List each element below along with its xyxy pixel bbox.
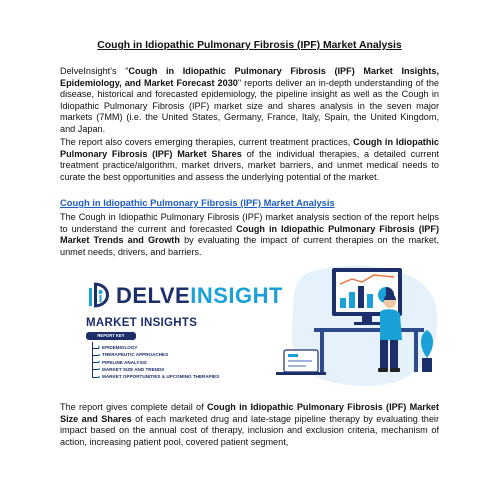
coverage-paragraph bbox=[60, 137, 439, 183]
market-size-text-lead: The report gives complete detail of bbox=[60, 402, 207, 412]
intro-text-body: " reports deliver an in-depth understanding of the disease, historical and forecasted epidemiology, the pipeline insight as well as the Cough in Idiopathic Pulmonary Fibrosis (IPF) market size and shares analysis in the seven major markets (7MM) (i.e. the United States, Germany, France, Italy, Spain, the United Kingdom, and Japan. bbox=[60, 77, 439, 134]
report-key-highlights-pill: REPORT KEY HIGHLIGHTS bbox=[86, 332, 136, 340]
market-insights-banner bbox=[60, 262, 439, 390]
market-insights-heading: MARKET INSIGHTS bbox=[86, 317, 198, 329]
market-size-text-body: of each marketed drug and late-stage pipeline therapy by evaluating their impact based on the annual cost of therapy, inclusion and exclusion criteria, mechanism of action, increasing patient pool, covered patient segment, bbox=[60, 413, 439, 447]
analysis-text-body: by evaluating the impact of current therapies on the market, unmet needs, drivers, and barriers. bbox=[60, 235, 439, 257]
analytics-illustration bbox=[270, 262, 439, 390]
logo-text-delve: DELVE bbox=[116, 283, 191, 308]
highlights-list bbox=[92, 344, 219, 380]
delveinsight-logo-icon bbox=[86, 282, 116, 310]
highlight-item: MARKET SIZE AND TRENDS bbox=[92, 366, 219, 373]
market-size-paragraph bbox=[60, 402, 439, 448]
highlight-item: THERAPEUTIC APPROACHES bbox=[92, 351, 219, 358]
logo-text-insight: INSIGHT bbox=[190, 283, 283, 308]
market-size-shares-bold: Cough in Idiopathic Pulmonary Fibrosis (IPF) Market Size and Shares bbox=[60, 402, 440, 424]
highlight-item: PIPELINE ANALYSIS bbox=[92, 359, 219, 366]
intro-paragraph bbox=[60, 66, 439, 136]
highlight-item: EPIDEMIOLOGY bbox=[92, 344, 219, 351]
intro-report-name: Cough in Idiopathic Pulmonary Fibrosis (IPF) Market Insights, Epidemiology, and Market Forecast 2030 bbox=[60, 66, 439, 88]
document-title: Cough in Idiopathic Pulmonary Fibrosis (IPF) Market Analysis bbox=[97, 40, 402, 51]
coverage-text-body: of the individual therapies, a detailed current treatment practice/algorithm, market drivers, market barriers, and unmet medical needs to curate the best opportunities and assess the underlying potential of the market. bbox=[60, 148, 439, 182]
delveinsight-logo bbox=[86, 282, 286, 310]
intro-text-lead: DelveInsight's " bbox=[60, 66, 129, 76]
coverage-text-lead: The report also covers emerging therapies, current treatment practices, bbox=[60, 137, 354, 147]
analysis-text-lead: The Cough in Idiopathic Pulmonary Fibrosis (IPF) market analysis section of the report helps to understand the current and forecasted bbox=[60, 212, 439, 234]
analysis-trends-bold: Cough in Idiopathic Pulmonary Fibrosis (IPF) Market Trends and Growth bbox=[60, 223, 439, 246]
market-analysis-link[interactable]: Cough in Idiopathic Pulmonary Fibrosis (IPF) Market Analysis bbox=[60, 197, 335, 208]
analysis-paragraph bbox=[60, 212, 439, 258]
coverage-market-shares-bold: Cough in Idiopathic Pulmonary Fibrosis (IPF) Market Shares bbox=[60, 137, 440, 159]
highlight-item: MARKET OPPORTUNITIES & UPCOMING THERAPIES bbox=[92, 373, 219, 380]
